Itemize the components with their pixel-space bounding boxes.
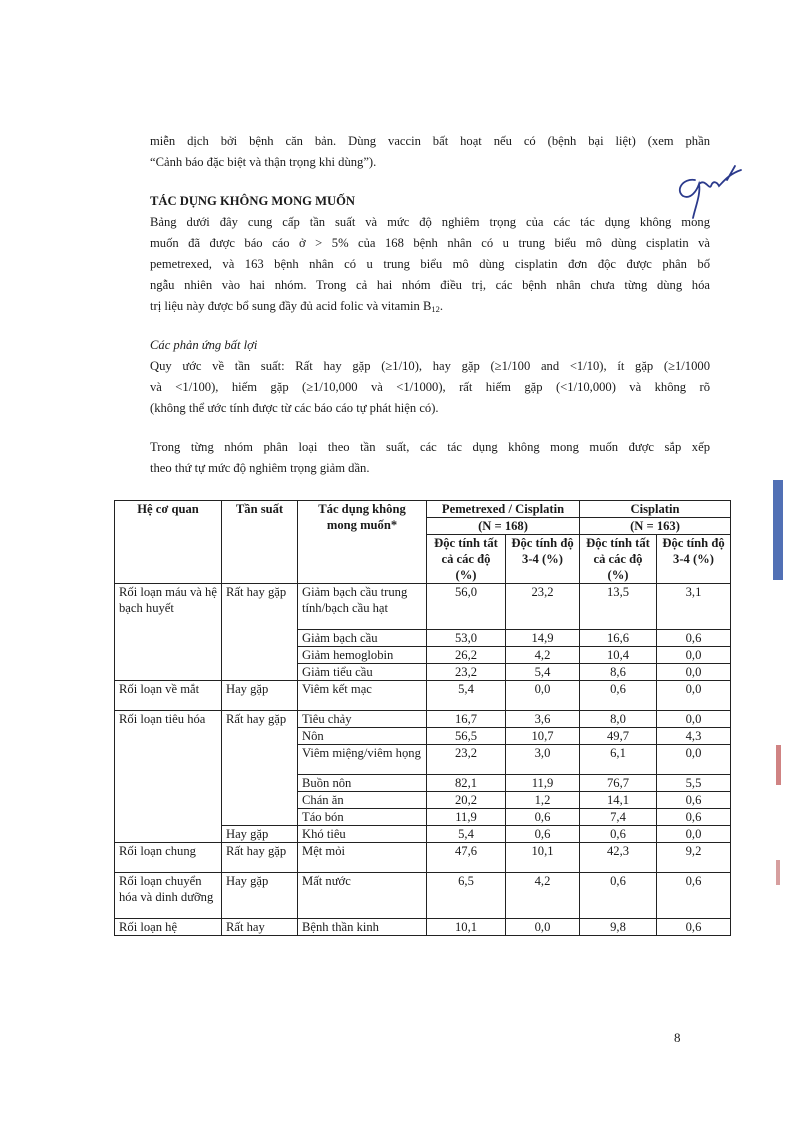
- cell-pem-grade-3-4: 11,9: [506, 775, 580, 792]
- cell-organ-system: Rối loạn chung: [115, 843, 222, 873]
- cell-adverse-effect: Bệnh thần kinh: [298, 919, 427, 936]
- cell-adverse-effect: Giảm bạch cầu trung tính/bạch cầu hạt: [298, 584, 427, 630]
- cell-frequency: Rất hay: [222, 919, 298, 936]
- cell-pem-grade-3-4: 3,6: [506, 711, 580, 728]
- cell-organ-system: Rối loạn chuyển hóa và dinh dưỡng: [115, 873, 222, 919]
- table-row: [115, 681, 731, 711]
- cell-adverse-effect: Giảm tiểu cầu: [298, 664, 427, 681]
- cell-cis-all-grades: 42,3: [580, 843, 657, 873]
- table-body: [115, 584, 731, 936]
- cell-cis-all-grades: 0,6: [580, 826, 657, 843]
- cell-pem-all-grades: 47,6: [427, 843, 506, 873]
- cell-pem-all-grades: 10,1: [427, 919, 506, 936]
- cell-pem-all-grades: 23,2: [427, 664, 506, 681]
- cell-adverse-effect: Buồn nôn: [298, 775, 427, 792]
- cell-cis-all-grades: 13,5: [580, 584, 657, 630]
- cell-cis-all-grades: 8,6: [580, 664, 657, 681]
- cell-cis-grade-3-4: 3,1: [657, 584, 731, 630]
- header-cis-all-grades: Độc tính tất cả các độ (%): [580, 535, 657, 584]
- cell-pem-all-grades: 5,4: [427, 826, 506, 843]
- header-cis-grade-3-4: Độc tính độ 3-4 (%): [657, 535, 731, 584]
- cell-cis-grade-3-4: 5,5: [657, 775, 731, 792]
- cell-cis-grade-3-4: 0,0: [657, 711, 731, 728]
- cell-cis-all-grades: 14,1: [580, 792, 657, 809]
- cell-frequency: Hay gặp: [222, 681, 298, 711]
- cell-pem-all-grades: 23,2: [427, 745, 506, 775]
- page-number: 8: [674, 1030, 681, 1045]
- cell-pem-all-grades: 6,5: [427, 873, 506, 919]
- section-title: TÁC DỤNG KHÔNG MONG MUỐN: [150, 194, 355, 208]
- cell-organ-system: Rối loạn tiêu hóa: [115, 711, 222, 843]
- cell-pem-grade-3-4: 23,2: [506, 584, 580, 630]
- cell-cis-grade-3-4: 9,2: [657, 843, 731, 873]
- section-body-line-1: Bảng dưới đây cung cấp tần suất và mức độ nghiêm trọng của các tác dụng không mong: [150, 215, 710, 229]
- order-line-1: Trong từng nhóm phân loại theo tần suất, các tác dụng không mong muốn được sắp xếp: [150, 440, 710, 454]
- cell-cis-all-grades: 49,7: [580, 728, 657, 745]
- adverse-reactions-title: Các phản ứng bất lợi: [150, 338, 258, 352]
- cell-pem-grade-3-4: 1,2: [506, 792, 580, 809]
- cell-cis-grade-3-4: 0,0: [657, 681, 731, 711]
- table-row: [115, 843, 731, 873]
- cell-pem-grade-3-4: 0,6: [506, 809, 580, 826]
- header-pem-grade-3-4: Độc tính độ 3-4 (%): [506, 535, 580, 584]
- cell-cis-all-grades: 76,7: [580, 775, 657, 792]
- cell-cis-grade-3-4: 0,0: [657, 647, 731, 664]
- cell-organ-system: Rối loạn hệ: [115, 919, 222, 936]
- cell-pem-grade-3-4: 14,9: [506, 630, 580, 647]
- cell-cis-all-grades: 9,8: [580, 919, 657, 936]
- header-adverse-effect: Tác dụng không mong muốn*: [298, 501, 427, 584]
- cell-pem-all-grades: 20,2: [427, 792, 506, 809]
- frequency-line-2: và <1/100), hiếm gặp (≥1/10,000 và <1/1000), rất hiếm gặp (<1/10,000) và không rõ: [150, 380, 710, 394]
- scan-mark-red: [776, 745, 781, 785]
- cell-pem-grade-3-4: 10,1: [506, 843, 580, 873]
- cell-cis-all-grades: 10,4: [580, 647, 657, 664]
- cell-pem-all-grades: 16,7: [427, 711, 506, 728]
- intro-line-2: “Cảnh báo đặc biệt và thận trọng khi dùng”).: [150, 155, 377, 169]
- cell-pem-grade-3-4: 10,7: [506, 728, 580, 745]
- cell-cis-grade-3-4: 0,6: [657, 792, 731, 809]
- frequency-line-3: (không thể ước tính được từ các báo cáo tự phát hiện có).: [150, 401, 439, 415]
- handwritten-signature: [665, 160, 760, 220]
- header-pem-all-grades: Độc tính tất cả các độ (%): [427, 535, 506, 584]
- cell-pem-grade-3-4: 4,2: [506, 873, 580, 919]
- cell-organ-system: Rối loạn về mắt: [115, 681, 222, 711]
- cell-cis-all-grades: 0,6: [580, 873, 657, 919]
- cell-cis-grade-3-4: 0,6: [657, 919, 731, 936]
- cell-adverse-effect: Táo bón: [298, 809, 427, 826]
- cell-frequency: Hay gặp: [222, 873, 298, 919]
- cell-pem-grade-3-4: 0,0: [506, 919, 580, 936]
- cell-pem-grade-3-4: 5,4: [506, 664, 580, 681]
- table-row: [115, 873, 731, 919]
- cell-pem-all-grades: 5,4: [427, 681, 506, 711]
- section-body-line-2: muốn đã được báo cáo ở > 5% của 168 bệnh nhân có u trung biểu mô dùng cisplatin và: [150, 236, 710, 250]
- header-organ-system: Hệ cơ quan: [115, 501, 222, 584]
- table-header: [115, 501, 731, 584]
- cell-cis-all-grades: 6,1: [580, 745, 657, 775]
- vitamin-subscript: 12: [431, 304, 440, 314]
- cell-adverse-effect: Tiêu chảy: [298, 711, 427, 728]
- cell-pem-all-grades: 53,0: [427, 630, 506, 647]
- header-frequency: Tần suất: [222, 501, 298, 584]
- cell-cis-grade-3-4: 0,6: [657, 809, 731, 826]
- cell-cis-grade-3-4: 0,6: [657, 873, 731, 919]
- section-body-line-5-end: .: [439, 299, 444, 313]
- cell-frequency: Rất hay gặp: [222, 584, 298, 681]
- cell-pem-all-grades: 56,5: [427, 728, 506, 745]
- scan-mark-blue: [773, 480, 783, 580]
- cell-cis-grade-3-4: 0,0: [657, 826, 731, 843]
- cell-pem-all-grades: 11,9: [427, 809, 506, 826]
- cell-cis-all-grades: 8,0: [580, 711, 657, 728]
- cell-pem-all-grades: 26,2: [427, 647, 506, 664]
- cell-adverse-effect: Chán ăn: [298, 792, 427, 809]
- section-body-line-5: [150, 296, 710, 320]
- cell-pem-grade-3-4: 0,0: [506, 681, 580, 711]
- cell-pem-grade-3-4: 3,0: [506, 745, 580, 775]
- frequency-paragraph: [150, 356, 710, 419]
- cell-adverse-effect: Nôn: [298, 728, 427, 745]
- cell-adverse-effect: Viêm miệng/viêm họng: [298, 745, 427, 775]
- header-pemetrexed-cisplatin: Pemetrexed / Cisplatin: [427, 501, 580, 518]
- section-body: [150, 212, 710, 320]
- table-row: [115, 919, 731, 936]
- header-cisplatin: Cisplatin: [580, 501, 731, 518]
- order-line-2: theo thứ tự mức độ nghiêm trọng giảm dần.: [150, 461, 370, 475]
- header-cisplatin-n: (N = 163): [580, 518, 731, 535]
- cell-cis-grade-3-4: 0,6: [657, 630, 731, 647]
- cell-pem-grade-3-4: 0,6: [506, 826, 580, 843]
- section-body-line-4: ngẫu nhiên vào hai nhóm. Trong cả hai nhóm điều trị, các bệnh nhân chưa từng dùng hóa: [150, 278, 710, 292]
- section-body-line-5-text: trị liệu này được bổ sung đầy đủ acid folic và vitamin B: [150, 299, 432, 313]
- table-row: [115, 711, 731, 728]
- cell-frequency: Hay gặp: [222, 826, 298, 843]
- cell-adverse-effect: Mệt mỏi: [298, 843, 427, 873]
- cell-organ-system: Rối loạn máu và hệ bạch huyết: [115, 584, 222, 681]
- table-row: [115, 584, 731, 630]
- section-body-line-3: pemetrexed, và 163 bệnh nhân có u trung biểu mô dùng cisplatin đơn độc được phân bố: [150, 257, 710, 271]
- cell-frequency: Rất hay gặp: [222, 843, 298, 873]
- cell-cis-grade-3-4: 0,0: [657, 745, 731, 775]
- cell-frequency: Rất hay gặp: [222, 711, 298, 826]
- intro-line-1: miễn dịch bởi bệnh căn bản. Dùng vaccin bất hoạt nếu có (bệnh bại liệt) (xem phần: [150, 134, 710, 148]
- cell-pem-all-grades: 82,1: [427, 775, 506, 792]
- cell-adverse-effect: Giảm hemoglobin: [298, 647, 427, 664]
- cell-adverse-effect: Mất nước: [298, 873, 427, 919]
- scan-mark-small: [776, 860, 780, 885]
- cell-cis-all-grades: 7,4: [580, 809, 657, 826]
- intro-paragraph: [150, 131, 710, 173]
- cell-pem-all-grades: 56,0: [427, 584, 506, 630]
- cell-adverse-effect: Giảm bạch cầu: [298, 630, 427, 647]
- order-paragraph: [150, 437, 710, 479]
- cell-cis-all-grades: 16,6: [580, 630, 657, 647]
- cell-cis-grade-3-4: 4,3: [657, 728, 731, 745]
- frequency-line-1: Quy ước về tần suất: Rất hay gặp (≥1/10), hay gặp (≥1/100 and <1/10), ít gặp (≥1/1000: [150, 359, 710, 373]
- adverse-effects-table: [114, 500, 731, 936]
- cell-pem-grade-3-4: 4,2: [506, 647, 580, 664]
- cell-adverse-effect: Khó tiêu: [298, 826, 427, 843]
- header-pemetrexed-n: (N = 168): [427, 518, 580, 535]
- cell-cis-grade-3-4: 0,0: [657, 664, 731, 681]
- cell-adverse-effect: Viêm kết mạc: [298, 681, 427, 711]
- cell-cis-all-grades: 0,6: [580, 681, 657, 711]
